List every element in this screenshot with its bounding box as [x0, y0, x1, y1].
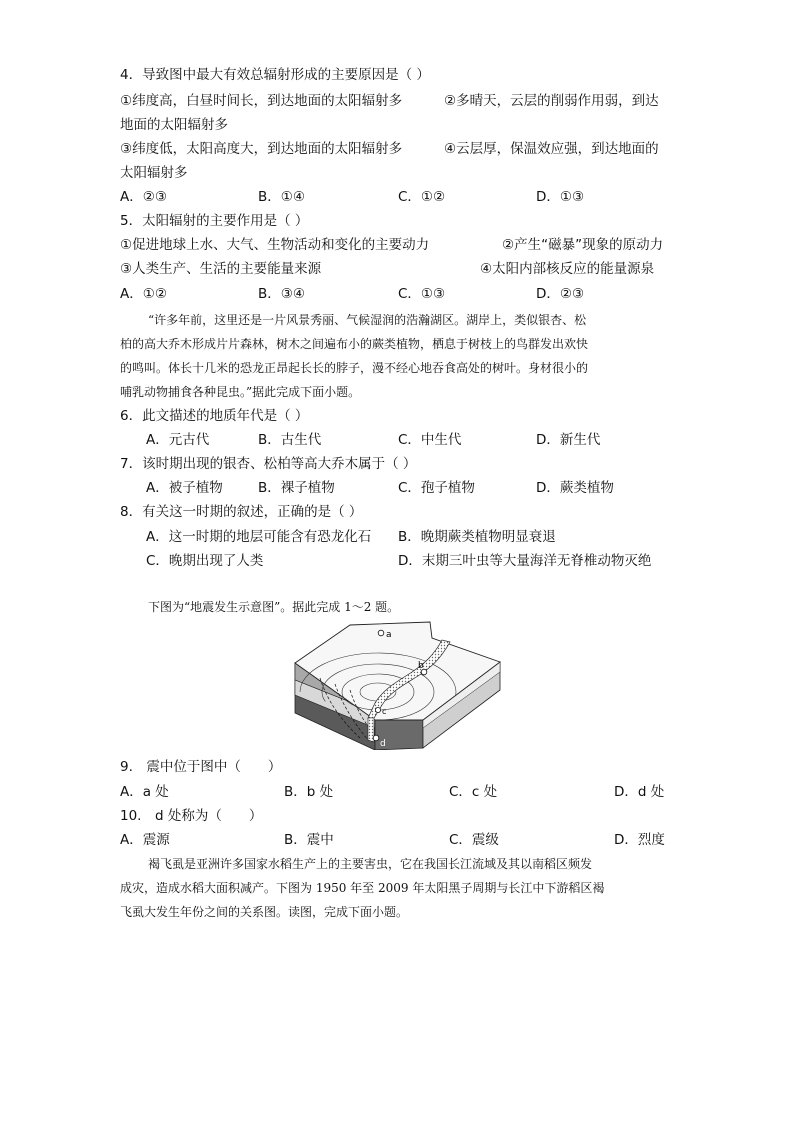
- q4-statement-2-cont: 地面的太阳辐射多: [120, 117, 228, 133]
- q4-option-a[interactable]: A．②③: [120, 189, 167, 205]
- point-d-label: d: [380, 739, 386, 749]
- point-c-label: c: [382, 707, 387, 716]
- q6-option-b[interactable]: B．古生代: [258, 432, 322, 448]
- q9-option-b[interactable]: B．b 处: [284, 784, 334, 800]
- point-d-marker: [373, 735, 379, 741]
- q8-option-c[interactable]: C．晚期出现了人类: [146, 553, 264, 569]
- q10-option-a[interactable]: A．震源: [120, 832, 170, 848]
- figure-intro: 下图为“地震发生示意图”。据此完成 1～2 题。: [148, 600, 400, 614]
- passage2-line-1: 褐飞虱是亚洲许多国家水稻生产上的主要害虫，它在我国长江流域及其以南稻区频发: [148, 857, 593, 871]
- q7-option-d[interactable]: D．蕨类植物: [536, 480, 614, 496]
- q5-option-d[interactable]: D．②③: [536, 286, 585, 302]
- q8-option-a[interactable]: A．这一时期的地层可能含有恐龙化石: [146, 529, 372, 545]
- q4-statement-4: ④云层厚，保温效应强，到达地面的: [444, 141, 659, 157]
- q4-statement-3: ③纬度低，太阳高度大，到达地面的太阳辐射多: [120, 141, 403, 157]
- q9-option-c[interactable]: C．c 处: [449, 784, 498, 800]
- point-a-label: a: [386, 630, 392, 640]
- q4-statement-4-cont: 太阳辐射多: [120, 165, 188, 181]
- q6-option-d[interactable]: D．新生代: [536, 432, 601, 448]
- passage2-line-3: 飞虱大发生年份之间的关系图。读图，完成下面小题。: [120, 905, 409, 919]
- q7-stem: 7．该时期出现的银杏、松柏等高大乔木属于（ ）: [120, 456, 417, 472]
- q9-option-a[interactable]: A．a 处: [120, 784, 169, 800]
- q4-statement-1: ①纬度高，白昼时间长，到达地面的太阳辐射多: [120, 93, 403, 109]
- passage1-line-4: 哺乳动物捕食各种昆虫。”据此完成下面小题。: [120, 385, 361, 399]
- q5-statement-3: ③人类生产、生活的主要能量来源: [120, 261, 322, 277]
- q5-statement-2: ②产生“磁暴”现象的原动力: [502, 237, 664, 253]
- q5-option-b[interactable]: B．③④: [258, 286, 305, 302]
- q7-option-c[interactable]: C．孢子植物: [398, 480, 475, 496]
- q10-option-b[interactable]: B．震中: [284, 832, 334, 848]
- earthquake-diagram: [290, 620, 505, 750]
- q10-option-c[interactable]: C．震级: [449, 832, 499, 848]
- passage1-line-2: 柏的高大乔木形成片片森林，树木之间遍布小的蕨类植物，栖息于树枝上的鸟群发出欢快: [120, 337, 589, 351]
- q8-option-d[interactable]: D．末期三叶虫等大量海洋无脊椎动物灭绝: [398, 553, 652, 569]
- q5-stem: 5．太阳辐射的主要作用是（ ）: [120, 213, 309, 229]
- q5-option-a[interactable]: A．①②: [120, 286, 167, 302]
- q4-option-b[interactable]: B．①④: [258, 189, 305, 205]
- point-b-label: b: [418, 661, 424, 671]
- passage2-line-2: 成灾，造成水稻大面积减产。下图为 1950 年至 2009 年太阳黑子周期与长江中下游稻区褐: [120, 881, 605, 895]
- q5-statement-1: ①促进地球上水、大气、生物活动和变化的主要动力: [120, 237, 430, 253]
- q6-option-a[interactable]: A．元古代: [146, 432, 210, 448]
- q9-option-d[interactable]: D．d 处: [614, 784, 665, 800]
- passage1-line-3: 的鸣叫。体长十几米的恐龙正昂起长长的脖子，漫不经心地吞食高处的树叶。身材很小的: [120, 361, 589, 375]
- q4-option-d[interactable]: D．①③: [536, 189, 585, 205]
- q8-option-b[interactable]: B．晚期蕨类植物明显衰退: [398, 529, 556, 545]
- q7-option-b[interactable]: B．裸子植物: [258, 480, 335, 496]
- q4-statement-2: ②多晴天，云层的削弱作用弱，到达: [444, 93, 659, 109]
- q9-stem: 9. 震中位于图中（ ）: [120, 759, 282, 775]
- q4-stem: 4．导致图中最大有效总辐射形成的主要原因是（ ）: [120, 67, 430, 83]
- point-a-marker: [378, 630, 384, 636]
- passage1-line-1: “许多年前，这里还是一片风景秀丽、气候湿润的浩瀚湖区。湖岸上，类似银杏、松: [148, 313, 587, 327]
- q10-stem: 10. d 处称为（ ）: [120, 808, 263, 824]
- q5-option-c[interactable]: C．①③: [398, 286, 446, 302]
- q6-stem: 6．此文描述的地质年代是（ ）: [120, 408, 309, 424]
- q4-option-c[interactable]: C．①②: [398, 189, 446, 205]
- point-c-marker: [375, 707, 380, 712]
- q7-option-a[interactable]: A．被子植物: [146, 480, 223, 496]
- q5-statement-4: ④太阳内部核反应的能量源泉: [480, 261, 655, 277]
- q10-option-d[interactable]: D．烈度: [614, 832, 665, 848]
- q6-option-c[interactable]: C．中生代: [398, 432, 462, 448]
- q8-stem: 8．有关这一时期的叙述，正确的是（ ）: [120, 504, 363, 520]
